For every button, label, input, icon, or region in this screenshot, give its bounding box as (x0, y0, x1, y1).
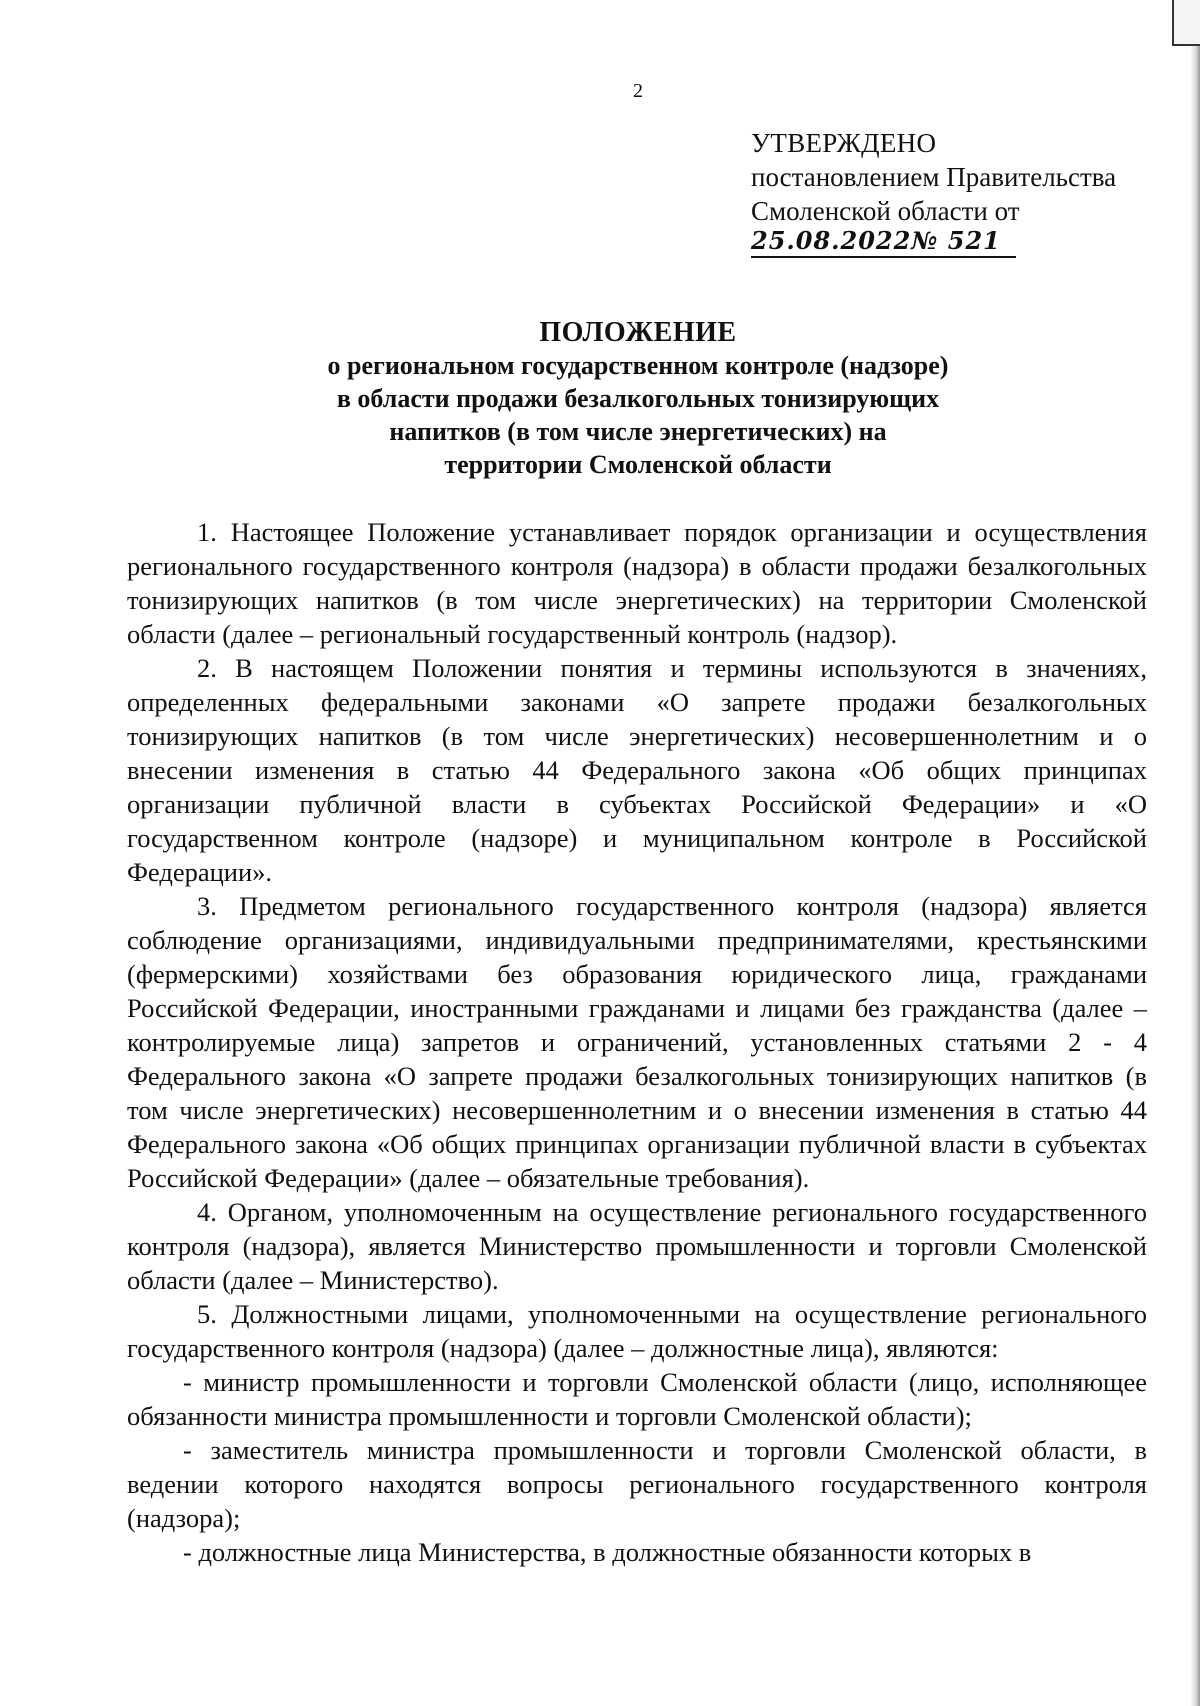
paragraph-5: 5. Должностными лицами, уполномоченными на осуществление регионального государственного контроля (надзора) (далее – должностные лица), являются: (127, 1299, 1147, 1363)
list-item-deputy-minister: - заместитель министра промышленности и торговли Смоленской области, в ведении которого находятся вопросы регионального государственного контроля (надзора); (127, 1435, 1147, 1533)
scan-edge (1190, 0, 1200, 1706)
approval-line-2: Смоленской области от (751, 196, 1020, 226)
list-item-minister: - министр промышленности и торговли Смоленской области (лицо, исполняющее обязанности министра промышленности и торговли Смоленской области); (127, 1367, 1147, 1431)
handwritten-date-number (751, 228, 1016, 258)
document-subtitle-line: напитков (в том числе энергетических) на (389, 417, 887, 446)
paragraph-2: 2. В настоящем Положении понятия и термины используются в значениях, определенных федеральными законами «О запрете продажи безалкогольных тонизирующих напитков (в том числе энергетических) несовершеннолетним и о внесении изменения в статью 44 Федерального закона «Об общих принципах организации публичной власти в субъектах Российской Федерации» и «О государственном контроле (надзоре) и муниципальном контроле в Российской Федерации». (127, 653, 1147, 887)
document-title-block (130, 316, 1146, 481)
approval-heading: УТВЕРЖДЕНО (751, 128, 937, 158)
document-subtitle-line: территории Смоленской области (444, 450, 832, 479)
document-body (127, 515, 1147, 1569)
paragraph-1: 1. Настоящее Положение устанавливает порядок организации и осуществления регионального государственного контроля (надзора) в области продажи безалкогольных тонизирующих напитков (в том числе энергетических) на территории Смоленской области (далее – региональный государственный контроль (надзор). (127, 517, 1147, 649)
approval-stamp-block (751, 126, 1116, 228)
scan-corner-mark (1172, 0, 1200, 46)
paragraph-4: 4. Органом, уполномоченным на осуществление регионального государственного контроля (надзора), является Министерство промышленности и торговли Смоленской области (далее – Министерство). (127, 1197, 1147, 1295)
page-number: 2 (633, 80, 643, 102)
document-title: ПОЛОЖЕНИЕ (539, 317, 737, 348)
approval-line-1: постановлением Правительства (751, 162, 1117, 192)
paragraph-3: 3. Предметом регионального государственного контроля (надзора) является соблюдение организациями, индивидуальными предпринимателями, крестьянскими (фермерскими) хозяйствами без образования юридического лица, гражданами Российской Федерации, иностранными гражданами и лицами без гражданства (далее – контролируемые лица) запретов и ограничений, установленных статьями 2 - 4 Федерального закона «О запрете продажи безалкогольных тонизирующих напитков (в том числе энергетических) несовершеннолетним и о внесении изменения в статью 44 Федерального закона «Об общих принципах организации публичной власти в субъектах Российской Федерации» (далее – обязательные требования). (127, 891, 1147, 1193)
document-subtitle-line: в области продажи безалкогольных тонизирующих (336, 384, 940, 413)
list-item-officials: - должностные лица Министерства, в должностные обязанности которых в (183, 1537, 1032, 1567)
handwritten-date-number-text: 25.08.2022№ 521 (751, 226, 1001, 255)
document-subtitle-line: о региональном государственном контроле (надзоре) (327, 351, 949, 380)
